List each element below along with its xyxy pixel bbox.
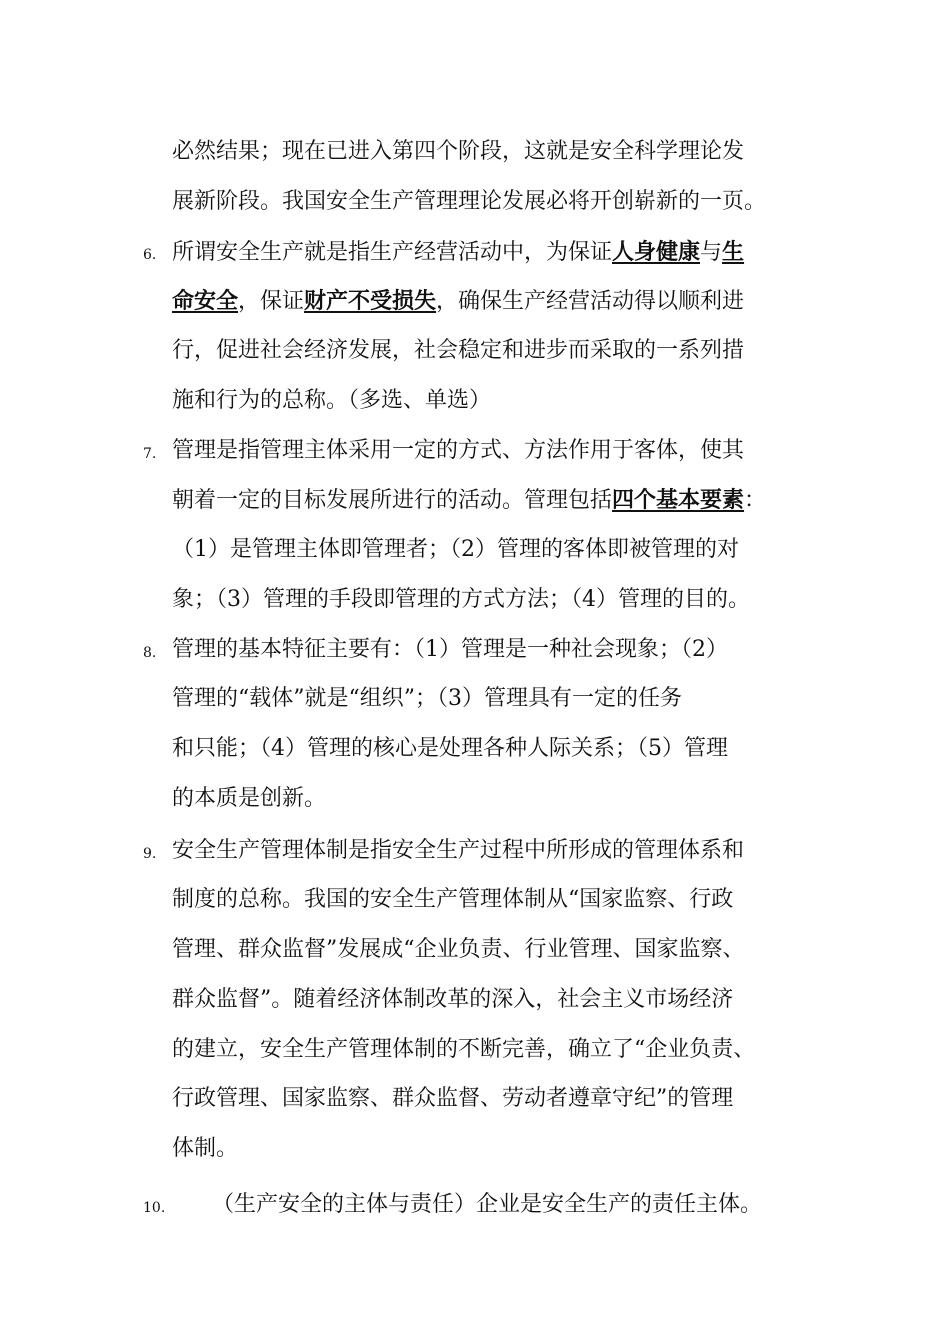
text-line	[172, 635, 728, 665]
text-segment: 管理的基本特征主要有：（1）管理是一种社会现象；（2）	[172, 636, 728, 662]
item-number: 6.	[143, 246, 157, 263]
text-segment: 管理、群众监督”发展成“企业负责、行业管理、国家监察、	[172, 937, 745, 962]
text-segment: 必然结果；现在已进入第四个阶段，这就是安全科学理论发	[172, 139, 745, 164]
text-line	[172, 836, 744, 866]
text-line	[172, 237, 744, 268]
text-segment: 施和行为的总称。（多选、单选）	[172, 387, 492, 413]
text-line	[172, 286, 744, 317]
emphasized-term: 四个基本要素	[612, 487, 745, 514]
text-segment: ，保证	[238, 289, 305, 315]
item-number: 7.	[143, 445, 157, 462]
text-segment: 安全生产管理体制是指安全生产过程中所形成的管理体系和	[172, 837, 745, 863]
text-line	[172, 784, 326, 814]
text-line	[172, 137, 744, 167]
emphasized-term: 人身健康	[612, 238, 701, 265]
text-line	[172, 336, 744, 366]
text-segment: 和只能；（4）管理的核心是处理各种人际关系；（5）管理	[172, 736, 728, 761]
item-number: 8.	[143, 644, 157, 661]
item-number: 10.	[143, 1199, 166, 1216]
text-line	[172, 1035, 755, 1065]
text-segment: 行，促进社会经济发展，社会稳定和进步而采取的一系列措	[172, 338, 745, 363]
text-line	[172, 684, 682, 714]
text-segment: 管理是指管理主体采用一定的方式、方法作用于客体，使其	[172, 437, 745, 463]
text-line	[172, 1134, 238, 1164]
text-line	[172, 535, 739, 565]
item-number: 9.	[143, 845, 157, 862]
text-segment: 象；（3）管理的手段即管理的方式方法；（4）管理的目的。	[172, 586, 750, 612]
text-line	[172, 734, 728, 764]
text-line	[172, 885, 733, 915]
text-segment: 与	[700, 239, 723, 265]
text-line	[212, 1190, 762, 1220]
text-segment: 朝着一定的目标发展所进行的活动。管理包括	[172, 488, 613, 514]
text-line	[172, 1084, 733, 1114]
text-segment: 管理的“载体”就是“组织”；（3）管理具有一定的任务	[172, 686, 682, 712]
text-segment: 群众监督”。随着经济体制改革的深入，社会主义市场经济	[172, 986, 734, 1012]
text-segment: ，确保生产经营活动得以顺利进	[436, 289, 745, 315]
text-line	[172, 436, 744, 466]
text-segment: 所谓安全生产就是指生产经营活动中，为保证	[172, 239, 613, 265]
emphasized-term: 财产不受损失	[304, 288, 437, 315]
text-segment: ：	[744, 488, 767, 514]
text-line	[172, 585, 750, 615]
text-line	[172, 187, 766, 217]
text-segment: 的建立，安全生产管理体制的不断完善，确立了“企业负责、	[172, 1036, 756, 1062]
text-segment: （1）是管理主体即管理者；（2）管理的客体即被管理的对	[172, 537, 739, 562]
text-segment: 展新阶段。我国安全生产管理理论发展必将开创崭新的一页。	[172, 188, 767, 214]
text-segment: 的本质是创新。	[172, 785, 327, 811]
text-segment: 体制。	[172, 1136, 239, 1161]
text-line	[172, 485, 766, 516]
emphasized-term: 生	[722, 238, 745, 265]
text-segment: 行政管理、国家监察、群众监督、劳动者遵章守纪”的管理	[172, 1086, 734, 1112]
text-segment: 制度的总称。我国的安全生产管理体制从“国家监察、行政	[172, 887, 734, 913]
emphasized-term: 命安全	[172, 288, 239, 315]
text-line	[172, 985, 733, 1015]
text-segment: （生产安全的主体与责任）企业是安全生产的责任主体。	[212, 1191, 763, 1217]
text-line	[172, 386, 491, 416]
text-line	[172, 935, 745, 965]
